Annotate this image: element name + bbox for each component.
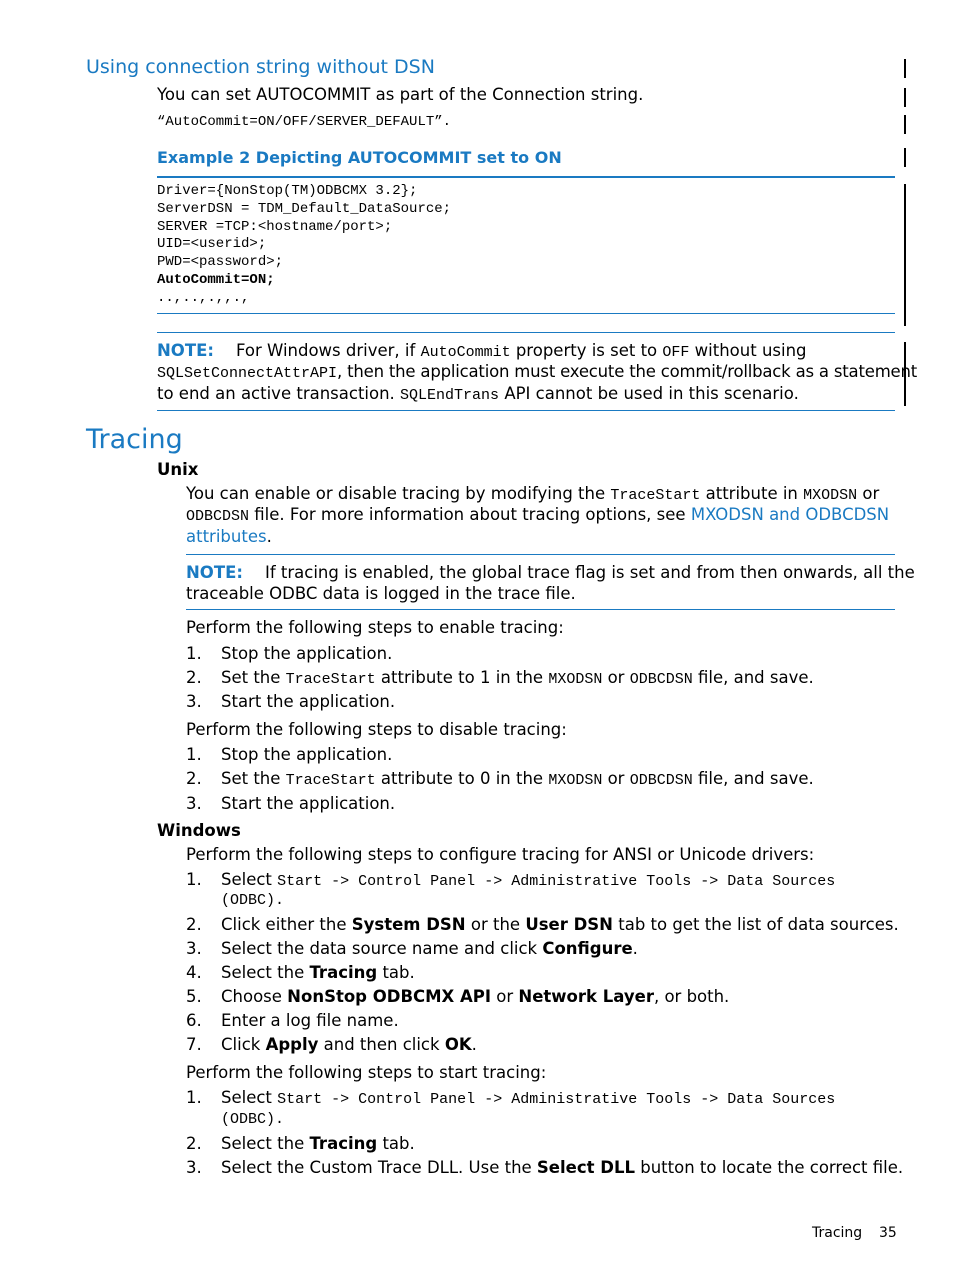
step-ui-term: OK	[444, 1035, 472, 1054]
para-code: MXODSN	[803, 487, 858, 504]
step-part: or	[602, 769, 630, 788]
change-bar	[904, 184, 906, 326]
note-line	[157, 384, 799, 406]
code-line: UID=<userid>;	[157, 236, 267, 252]
step-text: Stop the application.	[221, 644, 393, 663]
step-text	[221, 963, 415, 983]
note-text: without using	[689, 341, 807, 360]
step-ui-term: NonStop ODBCMX API	[287, 987, 492, 1006]
step-part: attribute to 0 in the	[375, 769, 549, 788]
start-intro: Perform the following steps to start tracing:	[186, 1063, 547, 1082]
note-text: If tracing is enabled, the global trace flag is set and from then onwards, all the	[264, 563, 915, 582]
example-rule-top	[157, 176, 895, 178]
code-value: “AutoCommit=ON/OFF/SERVER_DEFAULT”.	[157, 114, 452, 130]
step-code: ODBCDSN	[629, 671, 693, 688]
step-ui-term: Network Layer	[518, 987, 654, 1006]
step-number: 3.	[186, 692, 202, 711]
step-number: 3.	[186, 794, 202, 813]
step-part: Set the	[221, 769, 286, 788]
example-rule-bottom	[157, 313, 895, 314]
note-rule-top	[186, 554, 895, 555]
note-text: API cannot be used in this scenario.	[499, 384, 799, 403]
note-text: property is set to	[510, 341, 663, 360]
unix-paragraph	[186, 484, 879, 506]
step-number: 1.	[186, 644, 202, 663]
note-line: traceable ODBC data is logged in the trace file.	[186, 584, 576, 603]
unix-heading: Unix	[157, 460, 199, 479]
change-bar	[904, 59, 906, 78]
enable-intro: Perform the following steps to enable tracing:	[186, 618, 564, 637]
step-part: file, and save.	[692, 769, 814, 788]
intro-paragraph: You can set AUTOCOMMIT as part of the Connection string.	[157, 85, 644, 104]
step-part: Select the data source name and click	[221, 939, 543, 958]
step-part: .	[632, 939, 638, 958]
step-code: TraceStart	[285, 772, 376, 789]
step-number: 2.	[186, 668, 202, 687]
step-number: 1.	[186, 1088, 202, 1107]
step-part: attribute to 1 in the	[375, 668, 549, 687]
step-part: tab.	[377, 963, 415, 982]
disable-intro: Perform the following steps to disable tracing:	[186, 720, 567, 739]
step-code: TraceStart	[285, 671, 376, 688]
note-code: SQLSetConnectAttrAPI	[157, 365, 338, 382]
step-code: ODBCDSN	[629, 772, 693, 789]
step-text	[221, 915, 899, 935]
attributes-link[interactable]: attributes	[186, 527, 267, 546]
note-line	[157, 362, 917, 384]
unix-paragraph	[186, 527, 272, 547]
step-part: or	[602, 668, 630, 687]
code-line: SERVER =TCP:<hostname/port>;	[157, 219, 393, 235]
note-code: OFF	[662, 344, 690, 361]
step-ui-term: Tracing	[309, 1134, 378, 1153]
attributes-link[interactable]: MXODSN and ODBCDSN	[690, 505, 890, 524]
step-text	[221, 870, 835, 892]
config-intro: Perform the following steps to configure tracing for ANSI or Unicode drivers:	[186, 845, 815, 864]
note-rule-top	[157, 332, 895, 333]
para-code: TraceStart	[610, 487, 701, 504]
step-ui-term: Tracing	[309, 963, 378, 982]
para-text: file. For more information about tracing options, see	[249, 505, 691, 524]
note-text: For Windows driver, if	[235, 341, 421, 360]
step-number: 4.	[186, 963, 202, 982]
step-part: and then click	[318, 1035, 445, 1054]
step-ui-term: Apply	[265, 1035, 319, 1054]
para-text: attribute in	[700, 484, 804, 503]
para-code: ODBCDSN	[186, 508, 250, 525]
step-part: Select	[221, 1088, 278, 1107]
step-part: tab.	[377, 1134, 415, 1153]
note-code: SQLEndTrans	[400, 387, 500, 404]
step-number: 7.	[186, 1035, 202, 1054]
step-part: Choose	[221, 987, 288, 1006]
step-text: Stop the application.	[221, 745, 393, 764]
step-number: 6.	[186, 1011, 202, 1030]
step-number: 2.	[186, 1134, 202, 1153]
windows-heading: Windows	[157, 821, 241, 840]
step-number: 3.	[186, 1158, 202, 1177]
footer-section: Tracing	[812, 1225, 863, 1241]
step-number: 1.	[186, 745, 202, 764]
step-part: tab to get the list of data sources.	[613, 915, 899, 934]
step-number: 3.	[186, 939, 202, 958]
step-part: button to locate the correct file.	[634, 1158, 904, 1177]
note-rule-bottom	[157, 410, 895, 411]
note-line	[157, 341, 807, 363]
step-part: Click either the	[221, 915, 352, 934]
step-number: 2.	[186, 915, 202, 934]
step-code: Start -> Control Panel -> Administrative Tools -> Data Sources	[277, 873, 836, 890]
step-number: 1.	[186, 870, 202, 889]
step-text: Start the application.	[221, 692, 396, 711]
code-line: ..,..,.,,.,	[157, 290, 250, 306]
step-text: Start the application.	[221, 794, 396, 813]
step-part: Select the	[221, 963, 310, 982]
step-part: Select the	[221, 1134, 310, 1153]
change-bar	[904, 148, 906, 167]
change-bar	[904, 115, 906, 134]
step-ui-term: System DSN	[351, 915, 466, 934]
step-ui-term: Configure	[542, 939, 633, 958]
step-part: file, and save.	[692, 668, 814, 687]
para-text: You can enable or disable tracing by modifying the	[186, 484, 611, 503]
tracing-heading: Tracing	[86, 424, 183, 455]
step-text	[221, 1158, 903, 1178]
section-heading: Using connection string without DSN	[86, 56, 435, 78]
para-text: .	[266, 527, 272, 546]
example-title: Example 2 Depicting AUTOCOMMIT set to ON	[157, 148, 562, 167]
step-number: 2.	[186, 769, 202, 788]
step-code: Start -> Control Panel -> Administrative Tools -> Data Sources	[277, 1091, 836, 1108]
note-rule-bottom	[186, 609, 895, 610]
step-text	[221, 769, 814, 791]
step-text	[221, 1088, 835, 1110]
step-part: Select the Custom Trace DLL. Use the	[221, 1158, 537, 1177]
step-part: or the	[465, 915, 526, 934]
step-text: Enter a log file name.	[221, 1011, 399, 1030]
para-text: or	[857, 484, 880, 503]
step-part: , or both.	[653, 987, 730, 1006]
step-text	[221, 668, 814, 690]
code-line: ServerDSN = TDM_Default_DataSource;	[157, 201, 452, 217]
unix-paragraph	[186, 505, 889, 527]
note-label: NOTE:	[186, 563, 243, 582]
step-code: MXODSN	[548, 772, 603, 789]
note-text: to end an active transaction.	[157, 384, 401, 403]
footer-page-number: 35	[879, 1225, 897, 1241]
note-label: NOTE:	[157, 341, 214, 360]
step-part: .	[471, 1035, 477, 1054]
note-line	[186, 563, 915, 583]
step-ui-term: User DSN	[525, 915, 613, 934]
change-bar	[904, 88, 906, 107]
note-code: AutoCommit	[420, 344, 511, 361]
step-text	[221, 1035, 477, 1055]
step-text	[221, 987, 729, 1007]
code-line: AutoCommit=ON;	[157, 272, 275, 288]
step-code: MXODSN	[548, 671, 603, 688]
step-code: (ODBC).	[221, 1111, 285, 1128]
step-part: Click	[221, 1035, 266, 1054]
step-number: 5.	[186, 987, 202, 1006]
step-code: (ODBC).	[221, 892, 285, 909]
step-part: Set the	[221, 668, 286, 687]
code-line: PWD=<password>;	[157, 254, 284, 270]
step-text	[221, 1134, 415, 1154]
step-ui-term: Select DLL	[536, 1158, 635, 1177]
step-part: or	[491, 987, 519, 1006]
note-text: , then the application must execute the commit/rollback as a statement	[337, 362, 918, 381]
step-part: Select	[221, 870, 278, 889]
code-line: Driver={NonStop(TM)ODBCMX 3.2};	[157, 183, 418, 199]
step-text	[221, 939, 638, 959]
